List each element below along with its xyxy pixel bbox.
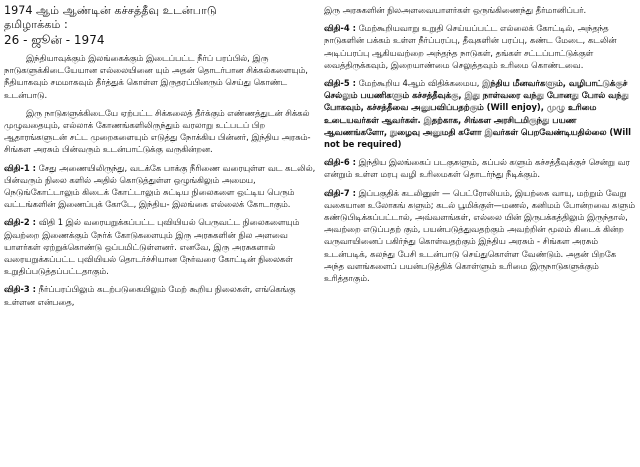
- clause-2: [4, 216, 316, 277]
- clause-label: விதி-4 :: [324, 23, 356, 34]
- clause-5: [324, 77, 636, 150]
- right-column: [324, 4, 636, 467]
- clause-label: விதி-1 :: [4, 162, 36, 173]
- document-date: 26 - ஜூன் - 1974: [4, 33, 105, 47]
- clause-text: இப்பகுதிக் கடலினுள் — பெட்ரோலியம், இயற்கை வாயு, மற்றும் வேறு வகையான உலோகங் களும்; கடல் பூமிக்குள்—மணல், கனிமம் போன்றவை களும் கண்டுபிடிக்கப்பட்டால், அவ்வளங்கள், எல்லை யின் இருபக்கத்திலும் இருந்தால், அவற்றை எடுப்பதற் கும், பயன்படுத்துவதற்கும் அவற்றின் மூலம் கிடைக் கின்ற வருவாயினைப் பகிர்ந்து கொள்வதற்கும் இந்திய அரசும் - சிங்கள அரசும் உடன்படிக், கலந்து பேசி உடன்பாடு செய்துகொள்ள வேண்டும். அதன் பிறகே அந்த வளங்களைப் பயன்படுத்திக் கொள்ளும் உரிமை இருநாடுகளுக்கும் உரித்தாகும்.: [324, 187, 635, 284]
- clause-3: [4, 283, 316, 307]
- clause-7: [324, 187, 636, 285]
- left-column: [4, 4, 316, 467]
- clause-label: விதி-3 :: [4, 284, 36, 295]
- clause-text: நீர்ப்பரப்பிலும் கடற்படுகையிலும் மேற் கூறிய நிலைகள், எங்கெங்கு உள்ளன என்பதை,: [4, 284, 296, 307]
- clause-4: [324, 22, 636, 71]
- clause-text: சேது அணையிலிருந்து, வடக்கே பாக்கு நீரிணை வரையுள்ள வட கடலில், பின்வரும் நிலை களில் அதில் கொடுத்துள்ள ஒழுங்கிலும் அமைய, நெடுங்கோட்டாலும் கிடைக் கோட்டாலும் சுட்டிய நிலைகளை ஒட்டிய பெரும் வட்டங்களின் இணைப்புக் கோடே, இந்திய- இலங்கை எல்லைக் கோடாகும்.: [4, 162, 316, 210]
- clause-label: விதி-5 :: [324, 78, 356, 89]
- clause-label: விதி-2 :: [4, 217, 36, 228]
- clause-label: விதி-6 :: [324, 157, 356, 168]
- clause-text: இந்திய இலங்கைப் படகுகளும், கப்பல் களும் கச்சத்தீவுக்குச் சென்று வர என்றும் உள்ள மரபு வழி உரிமைகள் தொடர்ந்து நீடிக்கும்.: [324, 157, 630, 180]
- clause-6: [324, 156, 636, 180]
- document-header: [4, 4, 316, 48]
- clause-text: மேற்கூறியவாறு உறுதி செய்யப்பட்ட எல்லைக் கோட்டில், அந்தந்த நாடுகளின் பக்கம் உள்ள நீர்ப்பரப்பு, தீவுகளின் பரப்பு, கண்ட மேடை, கடலின் அடிப்பரப்பு ஆகியவற்றை அந்தந்த நாடுகள், தங்கள் சட்டப்பாட்டுக்குள் வைத்திருக்கவும், இறையாண்மை செலுத்தவும் உரிமை கொண்டவை.: [324, 23, 617, 70]
- document-title: 1974 ஆம் ஆண்டின் கச்சத்தீவு உடன்பாடு: [4, 4, 217, 17]
- clause-text: விதி 1 இல் வரையறுக்கப்பட்ட புவியியல் பெருவட்ட நிலைகளையும் இவற்றை இணைக்கும் நேர்க் கோடுகளையும் இரு அரசுகளின் நில அளவை யாளர்கள் ஏற்றுக்கொண்டு ஒப்பமிட்டுள்ளனர். எனவே, இரு அரசுகளால் வரையறுக்கப்பட்ட புவியியல் தொடர்ச்சியான நேர்வரை கோட்டின் நிலைகள் உறுதிப்படுத்தப்பட்டதாகும்.: [4, 217, 300, 277]
- document-subtitle: தமிழாக்கம் :: [4, 18, 68, 31]
- clause-3-continuation: இரு அரசுகளின் நிலஅளவையாளர்கள் ஒருங்கிணைந்து தீர்மானிப்பர்.: [324, 5, 587, 15]
- intro-paragraph: இந்தியாவுக்கும் இலங்கைக்கும் இடைப்பட்ட நீர்ப் பரப்பில், இரு நாடுகளுக்கிடையேயான எல்லையினை யும் அதன் தொடர்பான சிக்கல்களையும், நீதியாகவும் சமமாகவும் தீர்த்துக் கொள்ள இருதரப்பினரும் செய்து கொண்ட உடன்பாடு.: [4, 53, 308, 100]
- preamble-paragraph: இரு நாடுகளுக்கிடையே ஏற்பட்ட சிக்கலைத் தீர்க்கும் எண்ணத்துடன் சிக்கல் முழுவதையும், எல்லாக் கோணங்களிலிருந்தும் வரலாறு உட்படப் பிற ஆதாரங்களுடன் சட்ட முறைகளையும் எடுத்து நோக்கிய பின்னர், இந்திய அரசும்-சிங்கள அரசும் பின்வரும் உடன்பாட்டுக்கு வருகின்றன.: [4, 107, 311, 155]
- clause-bold-text: இந்திய மீனவர்களும், வழிபாட்டுக்குச் செல்லும் பயணிகளும் கச்சத்தீவுக்கு, இது நாள்வரை வந்து போனது போல் வந்து போகவும், கச்சத்தீவை அனுபவிப்பதற்கும் (Will enjoy), முழு உரிமை உடையவர்கள் ஆவர்கள். இதற்காக, சிங்கள அரசிடமிருந்து பயண ஆவணங்களோ, நுழைவு அனுமதி களோ இவர்கள் பெறவேண்டியதில்லை (Will not be required): [324, 78, 632, 150]
- clause-1: [4, 162, 316, 211]
- clause-text: மேற்கூறிய 4ஆம் விதிக்கமைய,: [358, 78, 480, 89]
- clause-label: விதி-7 :: [324, 187, 356, 198]
